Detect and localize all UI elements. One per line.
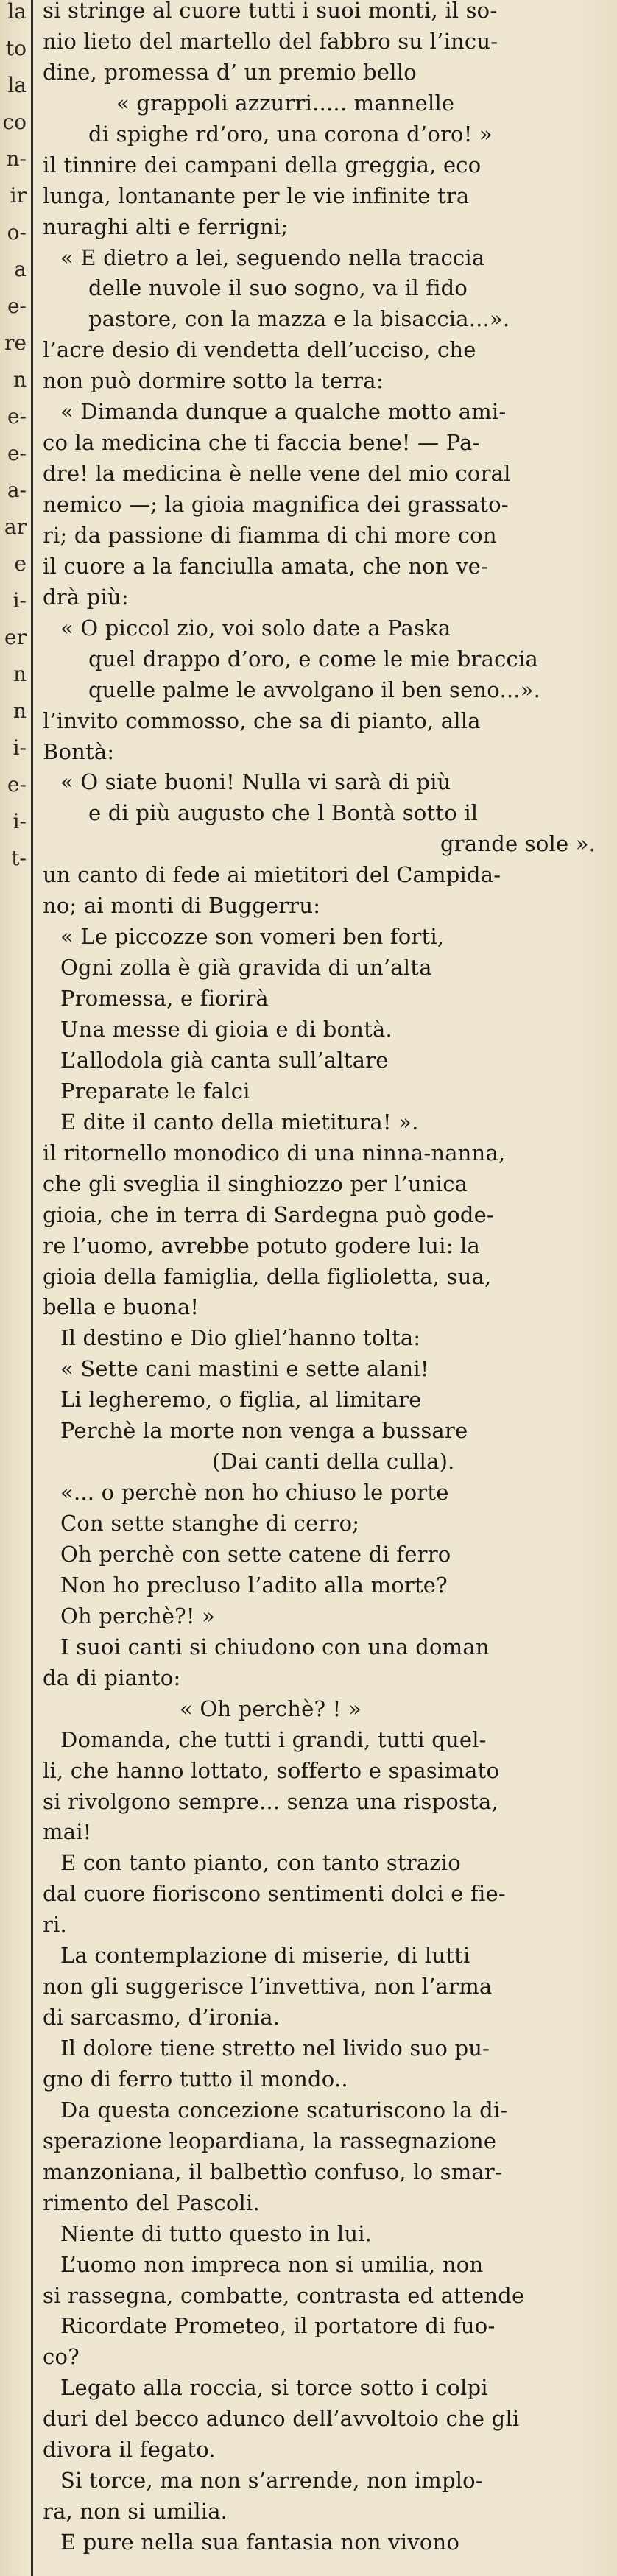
text-line: no; ai monti di Buggerru: [43,893,321,918]
text-line: mai! [43,1819,92,1844]
text-line: un canto di fede ai mietitori del Campida- [43,862,501,887]
text-line: quel drappo d’oro, e come le mie braccia [88,646,538,671]
text-line: dal cuore fioriscono sentimenti dolci e fie- [43,1881,506,1906]
gutter-fragment: i- [13,735,27,760]
text-line: dre! la medicina è nelle vene del mio coral [43,461,511,486]
gutter-fragment: to [5,36,27,60]
text-line: manzoniana, il balbettìo confuso, lo smar- [43,2159,502,2184]
text-line: nio lieto del martello del fabbro su l’incu- [43,29,498,54]
text-line: nemico —; la gioia magnifica dei grassato- [43,492,509,517]
text-line: lunga, lontanante per le vie infinite tra [43,183,470,208]
text-line: gioia della famiglia, della figlioletta, sua, [43,1264,492,1289]
text-line: bella e buona! [43,1294,200,1319]
text-line: di spighe rd’oro, una corona d’oro! » [88,121,493,147]
gutter-fragment: ir [10,183,27,208]
article-column [43,0,610,2576]
text-line: Domanda, che tutti i grandi, tutti quel- [60,1727,487,1752]
text-line: e di più augusto che l Bontà sotto il [88,800,479,825]
text-line: Preparate le falci [60,1079,250,1104]
text-line: si stringe al cuore tutti i suoi monti, il so- [43,0,498,23]
gutter-fragment: n- [6,147,27,171]
text-line: si rassegna, combatte, contrasta ed attende [43,2283,525,2308]
text-line: La contemplazione di miserie, di lutti [60,1943,470,1968]
text-line: Da questa concezione scaturiscono la di- [60,2097,508,2122]
text-line: « O piccol zio, voi solo date a Paska [60,615,451,641]
gutter-fragment: n [13,699,27,723]
text-line: l’acre desio di vendetta dell’ucciso, che [43,337,476,362]
text-line: l’invito commosso, che sa di pianto, alla [43,708,481,733]
text-line: ri. [43,1912,67,1937]
gutter-fragment: co [2,110,27,134]
text-line: pastore, con la mazza e la bisaccia...». [88,306,510,331]
text-line: « E dietro a lei, seguendo nella traccia [60,245,485,270]
text-line: non gli suggerisce l’invettiva, non l’arma [43,1974,493,1999]
gutter-fragment: e- [7,772,27,797]
gutter-fragment: o- [7,220,27,244]
text-line: re l’uomo, avrebbe potuto godere lui: la [43,1233,480,1258]
gutter-fragment: e- [7,294,27,318]
gutter-fragment: la [7,73,27,97]
text-line: E pure nella sua fantasia non vivono [60,2530,460,2555]
text-line: « Sette cani mastini e sette alani! [60,1356,429,1381]
text-line: I suoi canti si chiudono con una doman [60,1634,490,1659]
text-line: (Dai canti della culla). [212,1449,455,1474]
gutter-fragment: la [7,0,27,24]
text-line: si rivolgono sempre... senza una risposta, [43,1789,498,1814]
text-line: L’uomo non impreca non si umilia, non [60,2252,484,2277]
text-line: sperazione leopardiana, la rassegnazione [43,2128,497,2153]
adjacent-column-fragment [0,0,29,2576]
text-line: gioia, che in terra di Sardegna può gode- [43,1202,495,1227]
text-line: Il dolore tiene stretto nel livido suo pu- [60,2036,490,2061]
text-line: Una messe di gioia e di bontà. [60,1017,392,1042]
gutter-fragment: e- [7,404,27,428]
gutter-fragment: i- [13,809,27,833]
text-line: Legato alla roccia, si torce sotto i colpi [60,2375,488,2400]
text-line: nuraghi alti e ferrigni; [43,214,289,239]
text-line: Non ho precluso l’adito alla morte? [60,1573,448,1598]
text-line: L’allodola già canta sull’altare [60,1048,389,1073]
gutter-fragment: n [13,367,27,392]
text-line: drà più: [43,585,129,610]
gutter-fragment: a [14,257,27,281]
text-line: « O siate buoni! Nulla vi sarà di più [60,769,451,794]
text-line: « Le piccozze son vomeri ben forti, [60,924,445,949]
gutter-fragment: er [4,625,27,649]
text-line: di sarcasmo, d’ironia. [43,2005,281,2030]
text-line: ra, non si umilia. [43,2499,228,2524]
text-line: Ricordate Prometeo, il portatore di fuo- [60,2313,496,2338]
text-line: « Dimanda dunque a qualche motto ami- [60,399,507,424]
gutter-fragment: e [14,551,27,576]
text-line: delle nuvole il suo sogno, va il fido [88,275,468,300]
text-line: Perchè la morte non venga a bussare [60,1418,468,1443]
column-rule [31,0,33,2576]
gutter-fragment: e- [7,441,27,465]
text-line: li, che hanno lottato, sofferto e spasimato [43,1758,500,1783]
text-line: « grappoli azzurri..... mannelle [116,91,455,116]
text-line: dine, promessa d’ un premio bello [43,60,417,85]
text-line: co? [43,2344,80,2369]
text-line: divora il fegato. [43,2437,216,2462]
text-line: « Oh perchè? ! » [180,1696,362,1721]
text-line: gno di ferro tutto il mondo.. [43,2067,348,2092]
text-line: duri del becco adunco dell’avvoltoio che gli [43,2406,520,2431]
gutter-fragment: ar [4,515,27,539]
text-line: «... o perchè non ho chiuso le porte [60,1480,449,1505]
text-line: Promessa, e fiorirà [60,986,269,1011]
text-line: Oh perchè con sette catene di ferro [60,1542,451,1567]
text-line: Li legheremo, o figlia, al limitare [60,1387,422,1412]
gutter-fragment: re [4,331,27,355]
text-line: Ogni zolla è già gravida di un’alta [60,955,432,980]
gutter-fragment: t- [11,846,27,870]
text-line: Con sette stanghe di cerro; [60,1511,360,1536]
text-line: non può dormire sotto la terra: [43,368,384,393]
text-line: Bontà: [43,739,115,764]
text-line: quelle palme le avvolgano il ben seno...». [88,677,541,702]
gutter-fragment: a- [7,478,27,502]
text-line: il ritornello monodico di una ninna-nanna, [43,1140,506,1165]
text-line: il cuore a la fanciulla amata, che non ve- [43,554,489,579]
gutter-fragment: n [13,662,27,686]
text-line: co la medicina che ti faccia bene! — Pa- [43,430,480,455]
text-line: Niente di tutto questo in lui. [60,2221,373,2246]
text-line: rimento del Pascoli. [43,2190,260,2215]
gutter-fragment: i- [13,588,27,613]
text-line: Il destino e Dio gliel’hanno tolta: [60,1325,421,1350]
text-line: il tinnire dei campani della greggia, eco [43,152,482,177]
text-line: E con tanto pianto, con tanto strazio [60,1850,461,1875]
text-line: Oh perchè?! » [60,1603,216,1628]
text-line: E dite il canto della mietitura! ». [60,1109,419,1135]
text-line: ri; da passione di fiamma di chi more con [43,523,497,548]
text-line: grande sole ». [440,831,596,856]
text-line: che gli sveglia il singhiozzo per l’unica [43,1171,468,1196]
text-line: da di pianto: [43,1665,181,1690]
text-line: Si torce, ma non s’arrende, non implo- [60,2468,483,2493]
